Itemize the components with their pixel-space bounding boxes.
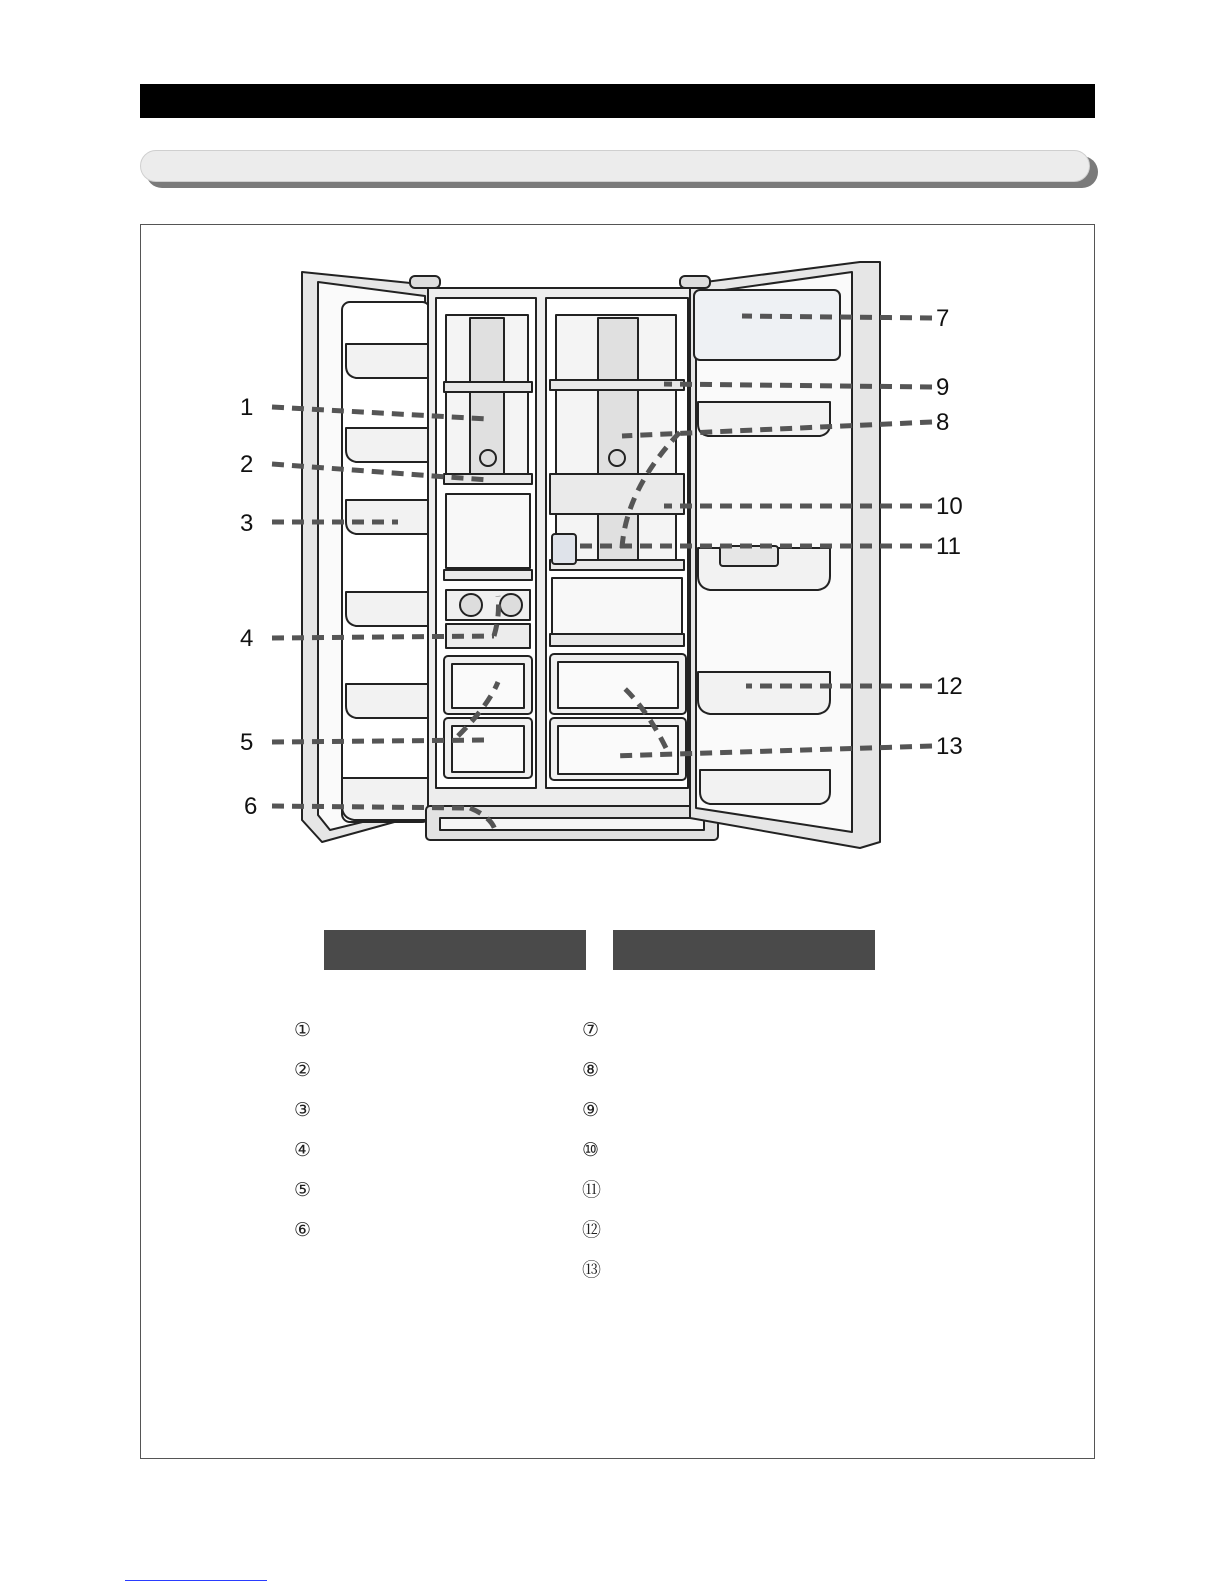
callout-7: 7 bbox=[936, 305, 950, 332]
legend-right-column bbox=[582, 1020, 802, 1300]
callout-9: 9 bbox=[936, 374, 950, 401]
callout-6: 6 bbox=[244, 793, 258, 820]
legend-item-7: ⑦ bbox=[582, 1019, 600, 1041]
legend-left-column bbox=[294, 1020, 514, 1260]
callout-10: 10 bbox=[936, 493, 963, 520]
bottom-link-underline bbox=[125, 1580, 267, 1581]
legend-item-4: ④ bbox=[294, 1139, 312, 1161]
legend-item-9: ⑨ bbox=[582, 1099, 600, 1121]
callout-5: 5 bbox=[240, 729, 254, 756]
legend-item-11: ⑪ bbox=[582, 1179, 602, 1201]
callout-1: 1 bbox=[240, 394, 254, 421]
callout-4: 4 bbox=[240, 625, 254, 652]
legend-item-1: ① bbox=[294, 1019, 312, 1041]
callout-8: 8 bbox=[936, 409, 950, 436]
legend-item-12: ⑫ bbox=[582, 1219, 602, 1241]
legend-item-13: ⑬ bbox=[582, 1259, 602, 1281]
legend-item-3: ③ bbox=[294, 1099, 312, 1121]
legend-item-5: ⑤ bbox=[294, 1179, 312, 1201]
legend-item-10: ⑩ bbox=[582, 1139, 600, 1161]
legend-item-6: ⑥ bbox=[294, 1219, 312, 1241]
fridge-header-box bbox=[613, 930, 875, 970]
callout-2: 2 bbox=[240, 451, 254, 478]
callout-13: 13 bbox=[936, 733, 963, 760]
callout-11: 11 bbox=[936, 533, 961, 560]
callout-12: 12 bbox=[936, 673, 963, 700]
legend-item-2: ② bbox=[294, 1059, 312, 1081]
freezer-header-box bbox=[324, 930, 586, 970]
legend-item-8: ⑧ bbox=[582, 1059, 600, 1081]
callout-3: 3 bbox=[240, 510, 254, 537]
